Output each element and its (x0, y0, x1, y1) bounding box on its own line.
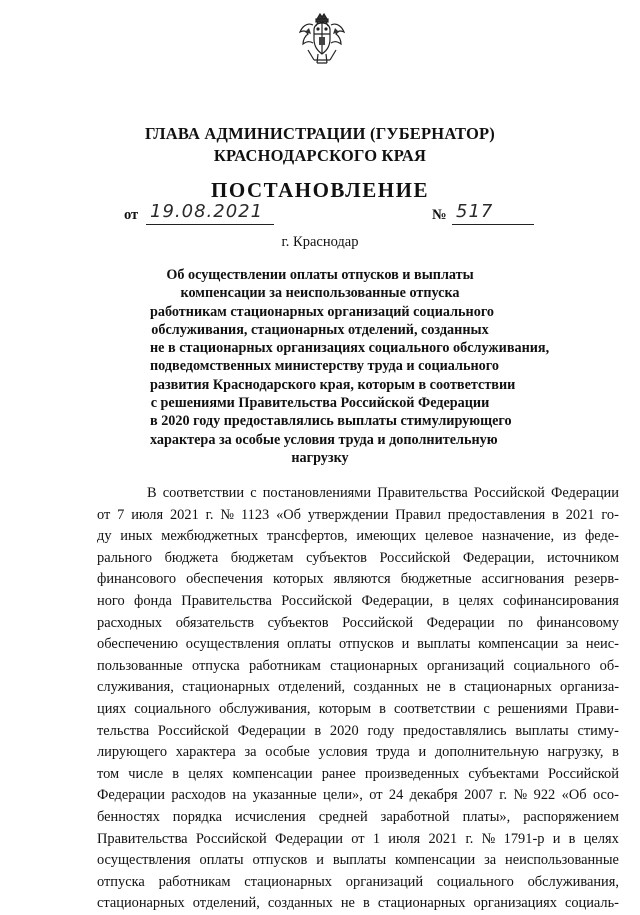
body-line: осуществления оплаты отпусков и выплаты компенсации за неиспользованные (97, 852, 619, 869)
body-line: рального бюджета бюджетам субъектов Российской Федерации, источником (97, 549, 619, 566)
body-line: Федерации расходов на указанные цели», от 24 декабря 2007 г. № 922 «Об осо- (97, 787, 619, 804)
subject-line: подведомственных министерству труда и социального (150, 358, 499, 375)
subject-line: в 2020 году предоставлялись выплаты стимулирующего (150, 413, 512, 430)
body-line: расходных обязательств субъектов Российской Федерации по финансовому (97, 614, 619, 631)
date-underline (146, 224, 274, 225)
body-line: тельства Российской Федерации в 2020 году предоставлялись выплаты стиму- (97, 722, 619, 739)
number-value: 517 (456, 201, 494, 222)
body-line: отпуска работникам стационарных организаций социального обслуживания, (97, 873, 619, 890)
subject-line: характера за особые условия труда и дополнительную (150, 431, 498, 448)
subject-line: Об осуществлении оплаты отпусков и выплаты (166, 267, 474, 283)
subject-line: компенсации за неиспользованные отпуска (180, 285, 460, 302)
subject-line: работникам стационарных организаций социального (150, 303, 495, 320)
body-line: В соответствии с постановлениями Правительства Российской Федерации (147, 485, 619, 501)
body-line: ного фонда Правительства Российской Федерации, в целях софинансирования (97, 592, 619, 609)
body-line: обеспечению осуществления оплаты отпусков и выплаты компенсации за неис- (97, 636, 619, 653)
document-body (97, 483, 619, 915)
date-value: 19.08.2021 (150, 201, 264, 222)
body-line: стационарных отделений, созданных не в стационарных организациях социаль- (97, 895, 619, 912)
body-line: пользованные отпуска работникам стационарных организаций социального об- (97, 657, 619, 674)
body-line: финансового обеспечения которых являются бюджетные ассигнования резерв- (97, 571, 619, 588)
authority-title: ГЛАВА АДМИНИСТРАЦИИ (ГУБЕРНАТОР) (145, 124, 495, 143)
body-line: том числе в целях компенсации ранее произведенных субъектами Российской (97, 765, 619, 782)
body-line: бенностях порядка исчисления средней заработной платы», распоряжением (97, 808, 619, 825)
city-line: г. Краснодар (281, 234, 359, 250)
subject-line: с решениями Правительства Российской Федерации (150, 395, 490, 412)
body-line: служивания, стационарных отделений, созданных не в стационарных организа- (97, 679, 619, 696)
document-type-title: ПОСТАНОВЛЕНИЕ (211, 178, 429, 202)
body-line: от 7 июля 2021 г. № 1123 «Об утверждении Правил предоставления в 2021 го- (97, 506, 619, 523)
number-label: № (432, 207, 447, 223)
coat-of-arms-emblem (297, 12, 347, 68)
subject-line: развития Краснодарского края, которым в соответствии (150, 376, 516, 393)
body-line: лирующего характера за особые условия труда и дополнительную нагрузку, в (97, 744, 619, 761)
subject-line: нагрузку (291, 449, 349, 466)
body-line: Правительства Российской Федерации от 1 июля 2021 г. № 1791-р и в целях (97, 830, 619, 847)
document-subject (150, 266, 550, 467)
body-line: ду иных межбюджетных трансфертов, имеющих целевое назначение, из феде- (97, 528, 619, 545)
subject-line: не в стационарных организациях социального обслуживания, (150, 340, 550, 357)
body-line: циях социального обслуживания, которым в соответствии с решениями Прави- (97, 700, 619, 717)
subject-line: обслуживания, стационарных отделений, созданных (151, 321, 489, 338)
region-title: КРАСНОДАРСКОГО КРАЯ (213, 146, 427, 165)
date-label: от (124, 207, 139, 223)
number-underline (452, 224, 534, 225)
